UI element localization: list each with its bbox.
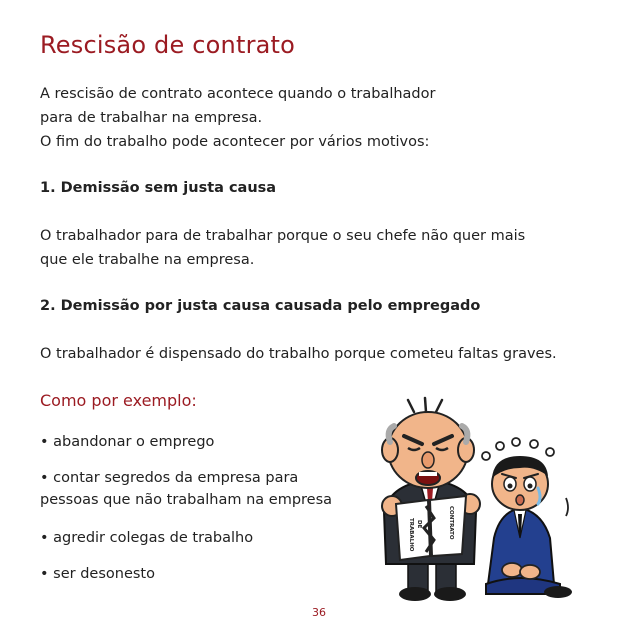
example-item-2-line-2: pessoas que não trabalham na empresa [40,492,333,508]
example-item-4: • ser desonesto [40,566,155,582]
example-item-1: • abandonar o emprego [40,434,215,450]
examples-heading: Como por exemplo: [40,391,197,410]
example-item-3: • agredir colegas de trabalho [40,530,254,546]
paper-label-contrato: CONTRATO [448,506,454,540]
page-title: Rescisão de contrato [40,31,296,59]
section2-heading: 2. Demissão por justa causa causada pelo empregado [40,298,481,314]
paper-label-de: DE [416,520,422,529]
intro-line-3: O fim do trabalho pode acontecer por vários motivos: [40,134,430,150]
dismissal-illustration [370,388,590,610]
section1-text-line-2: que ele trabalhe na empresa. [40,252,255,268]
section2-text-line-1: O trabalhador é dispensado do trabalho porque cometeu faltas graves. [40,346,557,362]
intro-line-2: para de trabalhar na empresa. [40,110,263,126]
intro-line-1: A rescisão de contrato acontece quando o trabalhador [40,86,436,102]
example-item-2-line-1: • contar segredos da empresa para [40,470,299,486]
paper-label-trabalho: TRABALHO [408,518,414,552]
page-number: 36 [312,606,326,619]
contract-paper [396,496,466,560]
employee-figure [482,438,572,598]
section1-text-line-1: O trabalhador para de trabalhar porque o seu chefe não quer mais [40,228,526,244]
section1-heading: 1. Demissão sem justa causa [40,180,277,196]
